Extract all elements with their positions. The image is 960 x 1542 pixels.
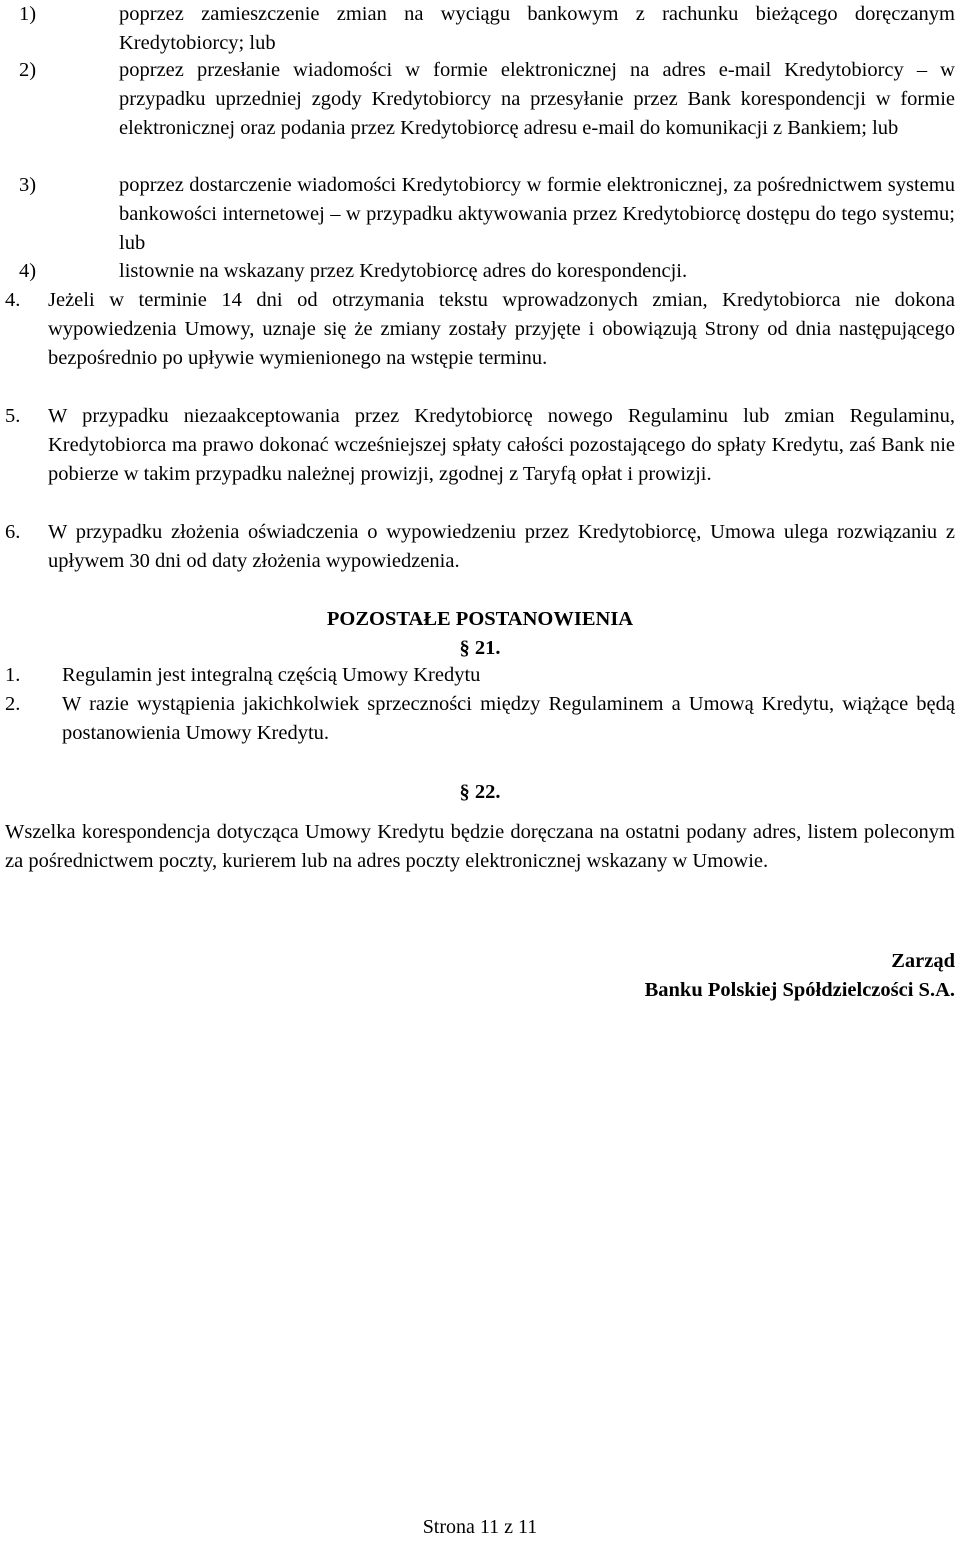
page-number-footer: Strona 11 z 11 (422, 1516, 538, 1538)
section-22-paragraph: Wszelka korespondencja dotycząca Umowy Kredytu będzie doręczana na ostatni podany adres, listem poleconym za pośrednictwem poczty, kurierem lub na adres poczty elektronicznej wskazany w Umowie. (5, 821, 955, 872)
list-item-text: Jeżeli w terminie 14 dni od otrzymania tekstu wprowadzonych zmian, Kredytobiorca nie dokona wypowiedzenia Umowy, uznaje się że zmiany zostały przyjęte i obowiązują Strony od dnia następującego bezpośrednio po upływie wymienionego na wstępie terminu. (48, 289, 955, 369)
list-item-number: 2. (5, 693, 21, 715)
list-item-number: 1. (5, 664, 21, 686)
section-21-number: § 21. (459, 637, 501, 659)
signature-bank-name: Banku Polskiej Spółdzielczości S.A. (644, 979, 955, 1001)
signature-board: Zarząd (891, 950, 955, 972)
list-item-text: poprzez dostarczenie wiadomości Kredytobiorcy w formie elektronicznej, za pośrednictwem systemu bankowości internetowej – w przypadku aktywowania przez Kredytobiorcę dostępu do tego systemu; lub (119, 174, 955, 254)
list-item-number: 6. (5, 521, 21, 543)
list-item-number: 4) (19, 260, 37, 282)
list-item-number: 2) (19, 59, 37, 81)
list-item-text: poprzez zamieszczenie zmian na wyciągu bankowym z rachunku bieżącego doręczanym Kredytobiorcy; lub (119, 3, 955, 54)
list-item-number: 5. (5, 405, 21, 427)
list-item-text: W przypadku złożenia oświadczenia o wypowiedzeniu przez Kredytobiorcę, Umowa ulega rozwiązaniu z upływem 30 dni od daty złożenia wypowiedzenia. (48, 521, 955, 572)
list-item-text: poprzez przesłanie wiadomości w formie elektronicznej na adres e-mail Kredytobiorcy – w przypadku uprzedniej zgody Kredytobiorcy na przesyłanie przez Bank korespondencji w formie elektronicznej oraz podania przez Kredytobiorcę adresu e-mail do komunikacji z Bankiem; lub (119, 59, 955, 139)
section-22-number: § 22. (459, 781, 501, 803)
list-item-text: W przypadku niezaakceptowania przez Kredytobiorcę nowego Regulaminu lub zmian Regulaminu, Kredytobiorca ma prawo dokonać wcześniejszej spłaty całości pozostającego do spłaty Kredytu, zaś Bank nie pobierze w takim przypadku należnej prowizji, zgodnej z Taryfą opłat i prowizji. (48, 405, 955, 485)
list-item-text: listownie na wskazany przez Kredytobiorcę adres do korespondencji. (119, 260, 688, 282)
list-item-number: 3) (19, 174, 37, 196)
section-title: POZOSTAŁE POSTANOWIENIA (326, 608, 634, 630)
list-item-number: 1) (19, 3, 37, 25)
list-item-number: 4. (5, 289, 21, 311)
list-item-text: Regulamin jest integralną częścią Umowy Kredytu (62, 664, 481, 686)
list-item-text: W razie wystąpienia jakichkolwiek sprzeczności między Regulaminem a Umową Kredytu, wiążące będą postanowienia Umowy Kredytu. (62, 693, 955, 744)
